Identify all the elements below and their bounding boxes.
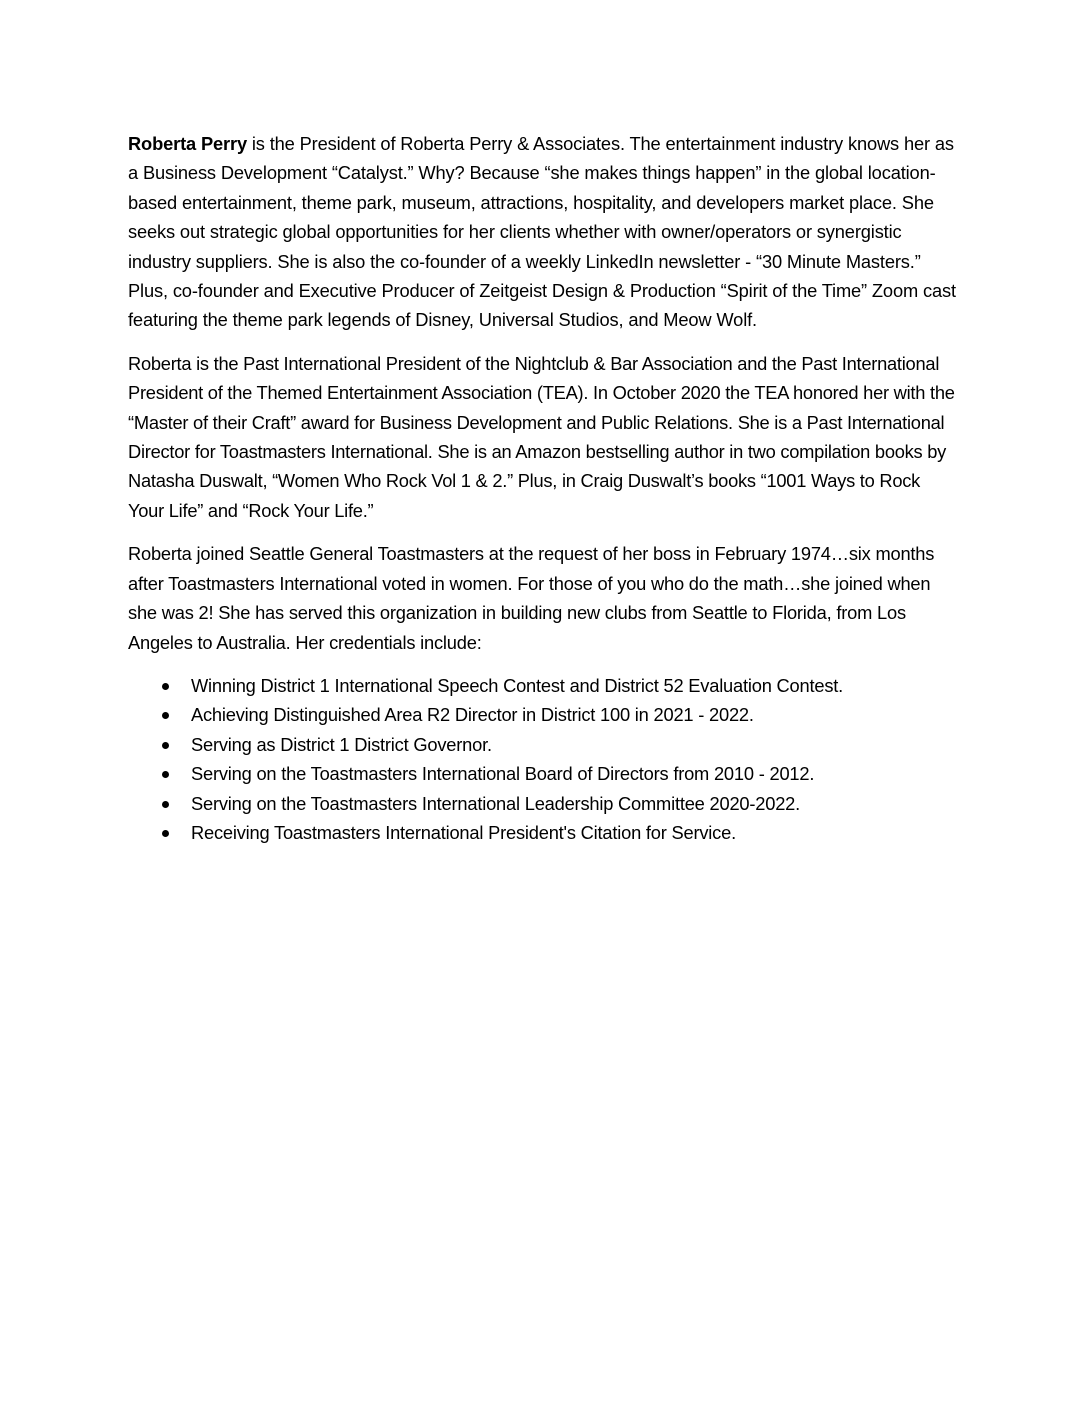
credential-item [128, 759, 960, 788]
bio-paragraph-intro [128, 129, 960, 335]
bio-paragraph-past-presidencies: Roberta is the Past International President of the Nightclub & Bar Association and the Past International President of the Themed Entertainment Association (TEA). In October 2020 the TEA honored her with the “Master of their Craft” award for Business Development and Public Relations. She is a Past International Director for Toastmasters International. She is an Amazon bestselling author in two compilation books by Natasha Duswalt, “Women Who Rock Vol 1 & 2.” Plus, in Craig Duswalt’s books “1001 Ways to Rock Your Life” and “Rock Your Life.” [128, 352, 955, 521]
credential-text: Serving on the Toastmasters International Board of Directors from 2010 - 2012. [191, 763, 815, 785]
bio-name: Roberta Perry [128, 133, 247, 154]
credential-text: Serving as District 1 District Governor. [191, 733, 492, 755]
bullet-icon [162, 801, 169, 808]
credential-text: Serving on the Toastmasters International Leadership Committee 2020-2022. [191, 792, 801, 814]
bullet-icon [162, 830, 169, 837]
credential-item [128, 671, 960, 700]
credential-item [128, 700, 960, 729]
bio-intro-text: is the President of Roberta Perry & Associates. The entertainment industry knows her as a Business Development “Catalyst.” Why? Because “she makes things happen” in the global location-based entertainment, theme park, museum, attractions, hospitality, and developers market place. She seeks out strategic global opportunities for her clients whether with owner/operators or synergistic industry suppliers. She is also the co-founder of a weekly LinkedIn newsletter - “30 Minute Masters.” Plus, co-founder and Executive Producer of Zeitgeist Design & Production “Spirit of the Time” Zoom cast featuring the theme park legends of Disney, Universal Studios, and Meow Wolf. [128, 133, 956, 331]
document-page [128, 129, 960, 847]
credential-item [128, 818, 960, 847]
bullet-icon [162, 712, 169, 719]
credential-item [128, 789, 960, 818]
credentials-list [128, 671, 960, 847]
credential-item [128, 730, 960, 759]
bio-paragraph-toastmasters: Roberta joined Seattle General Toastmasters at the request of her boss in February 1974…six months after Toastmasters International voted in women. For those of you who do the math…she joined when she was 2! She has served this organization in building new clubs from Seattle to Florida, from Los Angeles to Australia. Her credentials include: [128, 543, 935, 653]
bullet-icon [162, 742, 169, 749]
credential-text: Receiving Toastmasters International President's Citation for Service. [191, 821, 736, 843]
bullet-icon [162, 771, 169, 778]
bullet-icon [162, 683, 169, 690]
credential-text: Winning District 1 International Speech Contest and District 52 Evaluation Contest. [191, 674, 844, 696]
credential-text: Achieving Distinguished Area R2 Director in District 100 in 2021 - 2022. [191, 704, 754, 726]
